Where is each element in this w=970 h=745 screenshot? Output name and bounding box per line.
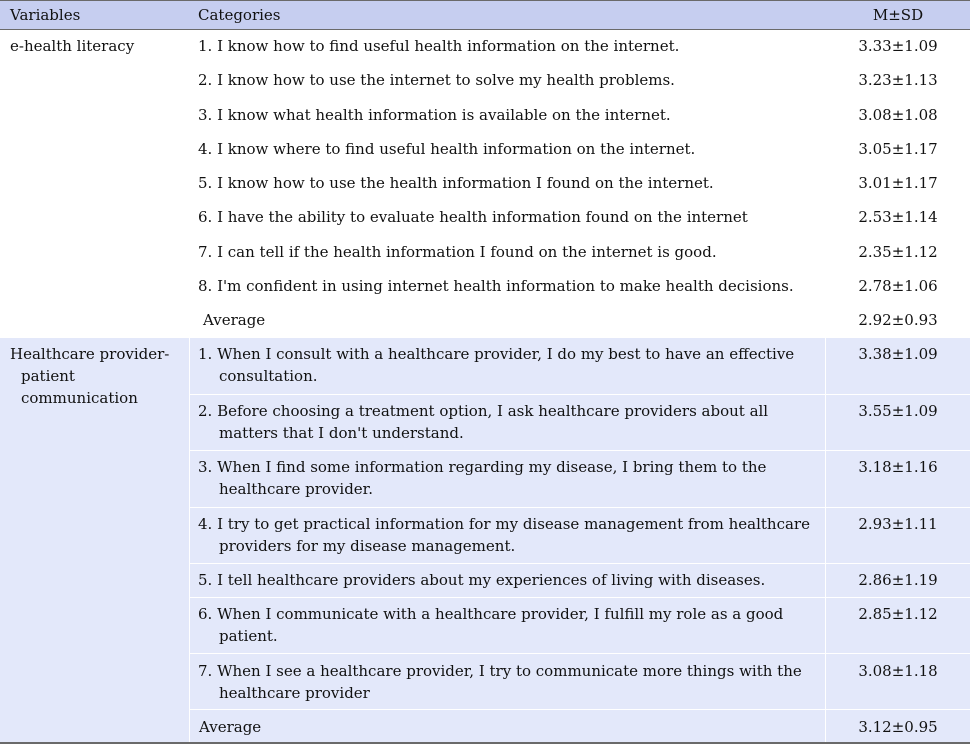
- header-categories: Categories: [198, 6, 281, 24]
- variable-label-ehealth: e-health literacy: [10, 37, 135, 55]
- row-divider: [826, 597, 970, 598]
- row-divider: [190, 597, 825, 598]
- table-row-category: 5. I tell healthcare providers about my experiences of living with diseases.: [198, 571, 766, 589]
- table-row-category: 4. I know where to find useful health information on the internet.: [198, 140, 696, 158]
- average-msd: 2.92±0.93: [858, 311, 938, 329]
- table-row-msd: 2.86±1.19: [858, 571, 938, 589]
- table-row-msd: 2.93±1.11: [858, 515, 938, 533]
- row-divider: [826, 653, 970, 654]
- row-divider: [190, 394, 825, 395]
- table-row-msd: 3.33±1.09: [858, 37, 938, 55]
- row-divider: [826, 450, 970, 451]
- table-row-msd: 3.38±1.09: [858, 345, 938, 363]
- table-row-category: 6. When I communicate with a healthcare provider, I fulfill my role as a good patient.: [198, 605, 784, 645]
- table-row-category: 1. When I consult with a healthcare provider, I do my best to have an effective consultation.: [198, 345, 795, 385]
- table-row-msd: 3.23±1.13: [858, 71, 938, 89]
- table-row-category: 4. I try to get practical information for my disease management from healthcare providers for my disease management.: [198, 515, 810, 555]
- average-label: Average: [203, 311, 266, 329]
- table-row-category: 8. I'm confident in using internet health information to make health decisions.: [198, 277, 794, 295]
- row-divider: [190, 450, 825, 451]
- header-variables: Variables: [10, 6, 81, 24]
- row-divider: [190, 563, 825, 564]
- table-row-msd: 3.05±1.17: [858, 140, 938, 158]
- table-row-msd: 3.18±1.16: [858, 458, 938, 476]
- average-msd: 3.12±0.95: [858, 718, 938, 736]
- table-row-msd: 3.01±1.17: [858, 174, 938, 192]
- table-row-msd: 2.35±1.12: [858, 243, 938, 261]
- row-divider: [826, 563, 970, 564]
- table-row-category: 2. Before choosing a treatment option, I ask healthcare providers about all matters that I don't understand.: [198, 402, 769, 442]
- table-row-category: 7. When I see a healthcare provider, I try to communicate more things with the healthcare provider: [198, 662, 802, 702]
- table-row-msd: 2.85±1.12: [858, 605, 938, 623]
- table-header: [0, 0, 970, 30]
- table-row-category: 3. I know what health information is available on the internet.: [198, 106, 671, 124]
- table-row-category: 6. I have the ability to evaluate health information found on the internet: [198, 208, 748, 226]
- table-row-msd: 3.08±1.18: [858, 662, 938, 680]
- table-row-msd: 3.55±1.09: [858, 402, 938, 420]
- table-row-msd: 3.08±1.08: [858, 106, 938, 124]
- table-row-msd: 2.53±1.14: [858, 208, 938, 226]
- row-divider: [190, 709, 825, 710]
- table-bottom-rule: [0, 742, 970, 744]
- row-divider: [190, 507, 825, 508]
- table-row-category: 5. I know how to use the health information I found on the internet.: [198, 174, 714, 192]
- row-divider: [826, 507, 970, 508]
- row-divider: [190, 653, 825, 654]
- table-row-category: 3. When I find some information regarding my disease, I bring them to the healthcare provider.: [198, 458, 767, 498]
- table-row-category: 7. I can tell if the health information I found on the internet is good.: [198, 243, 717, 261]
- table-row-category: 2. I know how to use the internet to solve my health problems.: [198, 71, 675, 89]
- variable-label-communication: Healthcare provider-patient communication: [10, 345, 170, 407]
- row-divider: [826, 709, 970, 710]
- table-row-category: 1. I know how to find useful health information on the internet.: [198, 37, 680, 55]
- table-row-msd: 2.78±1.06: [858, 277, 938, 295]
- column-divider: [189, 338, 190, 742]
- header-msd: M±SD: [872, 6, 924, 24]
- average-label: Average: [199, 718, 262, 736]
- row-divider: [826, 394, 970, 395]
